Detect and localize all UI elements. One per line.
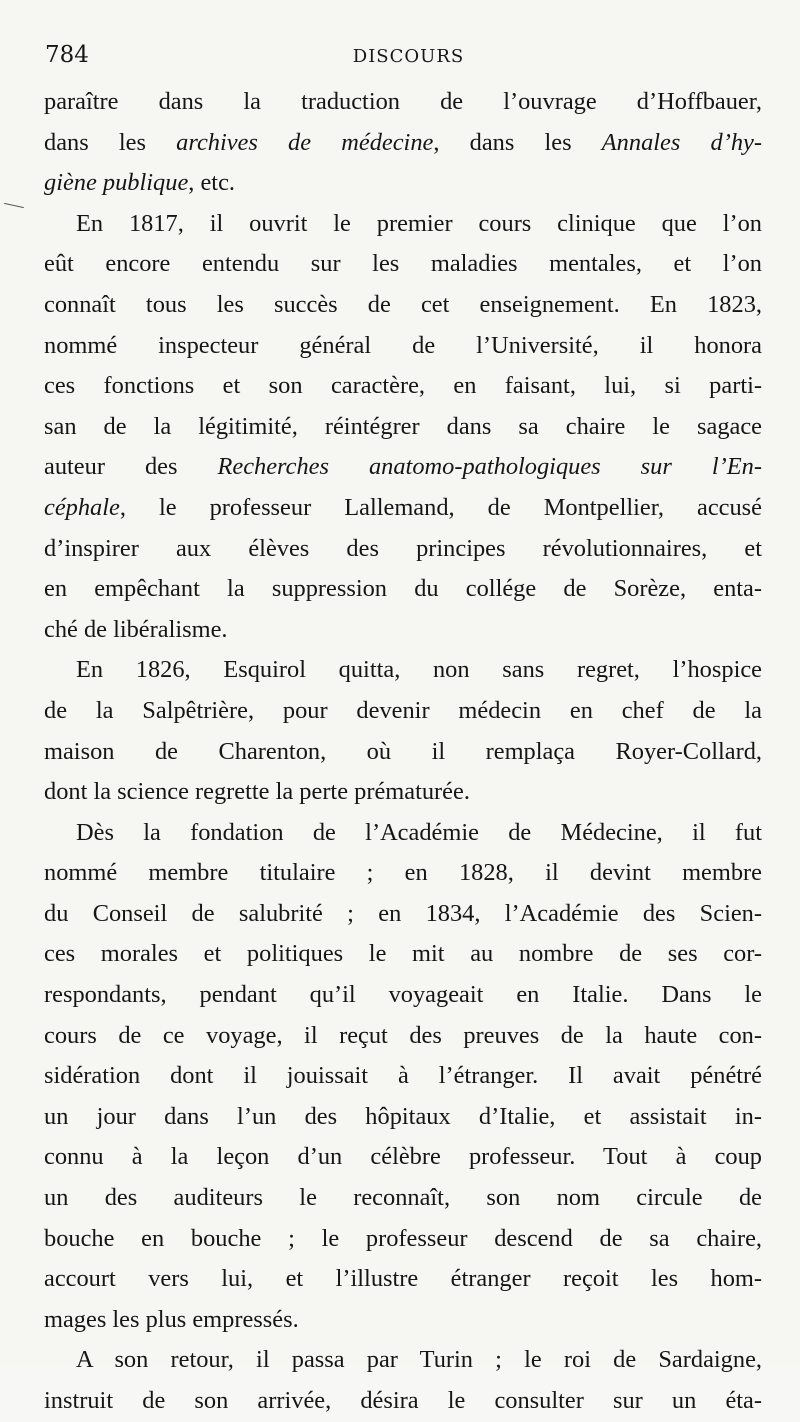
text-line: A son retour, il passa par Turin ; le roi de Sardaigne, bbox=[76, 1346, 762, 1374]
text-line: respondants, pendant qu’il voyageait en Italie. Dans le bbox=[44, 981, 762, 1009]
text-line: céphale, le professeur Lallemand, de Montpellier, accusé bbox=[44, 493, 762, 521]
text-line: cours de ce voyage, il reçut des preuves de la haute con- bbox=[44, 1021, 762, 1049]
running-head: DISCOURS bbox=[352, 46, 465, 67]
text-line: auteur des Recherches anatomo-pathologiques sur l’En- bbox=[44, 453, 762, 481]
text-line: san de la légitimité, réintégrer dans sa chaire le sagace bbox=[44, 412, 762, 440]
text-line: sidération dont il jouissait à l’étranger. Il avait pénétré bbox=[44, 1062, 762, 1090]
text-line: nommé membre titulaire ; en 1828, il devint membre bbox=[44, 859, 762, 887]
body-text bbox=[44, 82, 762, 1422]
text-line: ces morales et politiques le mit au nombre de ses cor- bbox=[44, 940, 762, 968]
margin-mark bbox=[4, 203, 24, 208]
text-line: En 1826, Esquirol quitta, non sans regret, l’hospice bbox=[76, 656, 762, 684]
text-line: accourt vers lui, et l’illustre étranger reçoit les hom- bbox=[44, 1265, 762, 1293]
text-line: giène publique, etc. bbox=[44, 169, 236, 197]
page-number: 784 bbox=[45, 42, 89, 68]
text-line: nommé inspecteur général de l’Université, il honora bbox=[44, 331, 762, 359]
text-line: bouche en bouche ; le professeur descend de sa chaire, bbox=[44, 1224, 762, 1252]
text-line: un des auditeurs le reconnaît, son nom circule de bbox=[44, 1184, 762, 1212]
page-header bbox=[45, 40, 772, 74]
text-line: dont la science regrette la perte prématurée. bbox=[44, 778, 470, 806]
text-line: connaît tous les succès de cet enseignement. En 1823, bbox=[44, 290, 762, 318]
text-line: ché de libéralisme. bbox=[44, 615, 228, 643]
text-line: d’inspirer aux élèves des principes révolutionnaires, et bbox=[44, 534, 762, 562]
text-line: instruit de son arrivée, désira le consulter sur un éta- bbox=[44, 1387, 762, 1414]
text-line: dans les archives de médecine, dans les Annales d’hy- bbox=[44, 128, 762, 156]
text-line: Dès la fondation de l’Académie de Médecine, il fut bbox=[76, 818, 762, 846]
text-line: en empêchant la suppression du collége de Sorèze, enta- bbox=[44, 575, 762, 603]
text-line: paraître dans la traduction de l’ouvrage d’Hoffbauer, bbox=[44, 88, 762, 115]
text-line: du Conseil de salubrité ; en 1834, l’Académie des Scien- bbox=[44, 899, 762, 927]
text-line: de la Salpêtrière, pour devenir médecin en chef de la bbox=[44, 696, 762, 724]
text-line: eût encore entendu sur les maladies mentales, et l’on bbox=[44, 250, 762, 278]
text-line: maison de Charenton, où il remplaça Royer-Collard, bbox=[44, 737, 762, 765]
text-line: mages les plus empressés. bbox=[44, 1305, 299, 1333]
text-line: un jour dans l’un des hôpitaux d’Italie, et assistait in- bbox=[44, 1102, 762, 1130]
text-line: ces fonctions et son caractère, en faisant, lui, si parti- bbox=[44, 372, 762, 400]
text-line: connu à la leçon d’un célèbre professeur. Tout à coup bbox=[44, 1143, 762, 1171]
text-line: En 1817, il ouvrit le premier cours clinique que l’on bbox=[76, 209, 762, 237]
